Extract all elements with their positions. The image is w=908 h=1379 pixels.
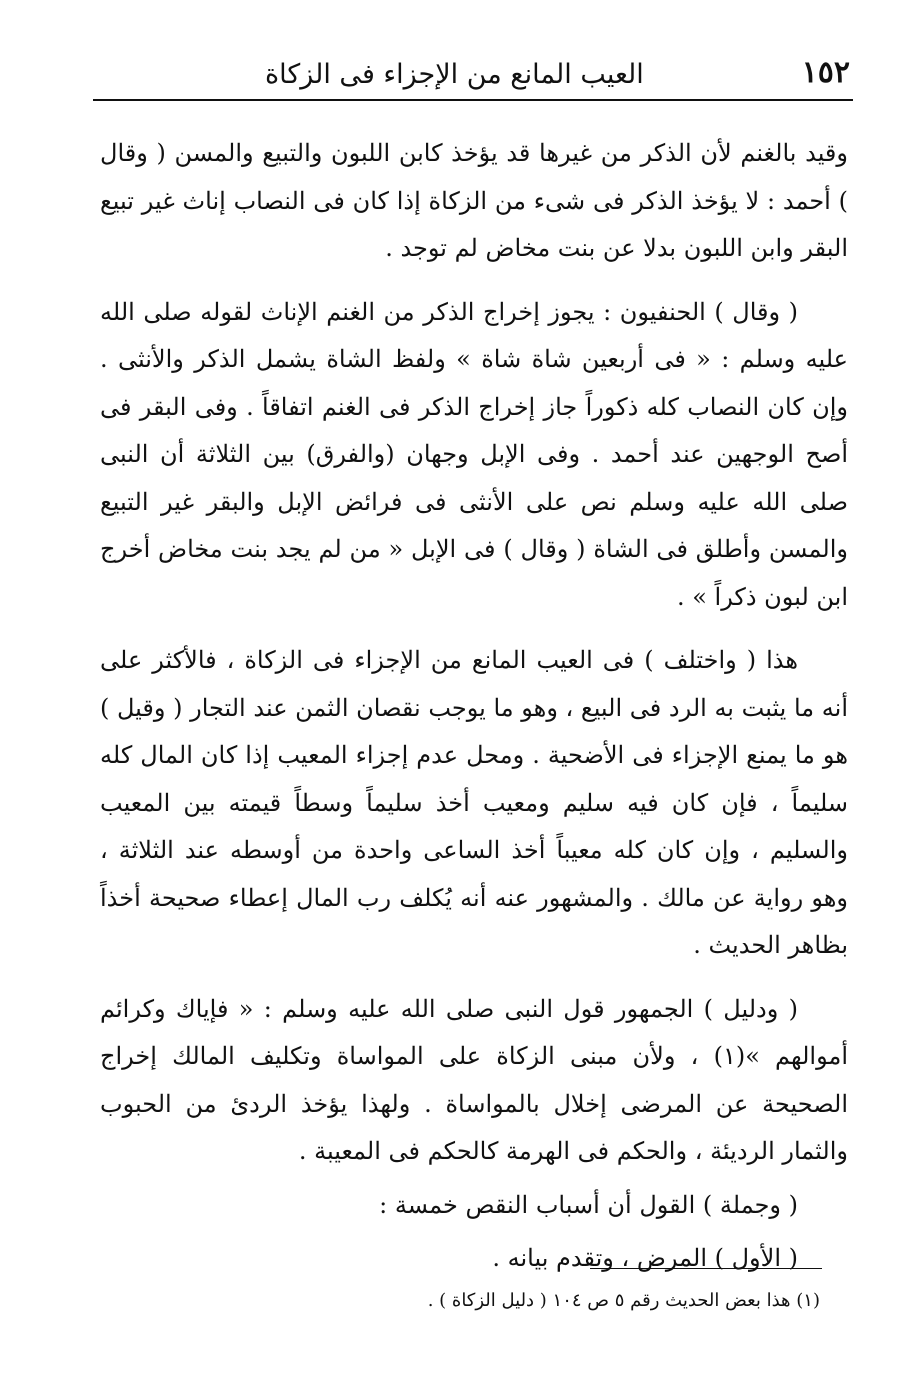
running-title: العيب المانع من الإجزاء فى الزكاة xyxy=(265,59,644,90)
paragraph-4: ( ودليل ) الجمهور قول النبى صلى الله عليه وسلم : « فإياك وكرائم أموالهم »(١) ، ولأن مبنى الزكاة على المواساة وتكليف المالك إخراج الصحيحة عن المرضى إخلال بالمواساة . ولهذا يؤخذ الردئ من الحبوب والثمار الرديئة ، والحكم فى الهرمة كالحكم فى المعيبة . xyxy=(100,994,848,1165)
header-rule xyxy=(93,99,853,101)
footnote-rule xyxy=(590,1268,822,1269)
page-header xyxy=(95,50,850,90)
body-text xyxy=(100,130,848,1289)
paragraph-1: وقيد بالغنم لأن الذكر من غيرها قد يؤخذ كابن اللبون والتبيع والمسن ( وقال ) أحمد : لا يؤخذ الذكر فى شىء من الزكاة إذا كان فى النصاب إناث غير تبيع البقر وابن اللبون بدلا عن بنت مخاض لم توجد . xyxy=(100,139,848,262)
footnote: (١) هذا بعض الحديث رقم ٥ ص ١٠٤ ( دليل الزكاة ) . xyxy=(427,1290,820,1311)
paragraph-5: ( وجملة ) القول أن أسباب النقص خمسة : xyxy=(379,1190,798,1219)
paragraph-2: ( وقال ) الحنفيون : يجوز إخراج الذكر من الغنم الإناث لقوله صلى الله عليه وسلم : « فى أربعين شاة شاة » ولفظ الشاة يشمل الذكر والأنثى . وإن كان النصاب كله ذكوراً جاز إخراج الذكر فى الغنم اتفاقاً . وفى البقر فى أصح الوجهين عند أحمد . وفى الإبل وجهان (والفرق) بين الثلاثة أن النبى صلى الله عليه وسلم نص على الأنثى فى فرائض الإبل والبقر غير التبيع والمسن وأطلق فى الشاة ( وقال ) فى الإبل « من لم يجد بنت مخاض أخرج ابن لبون ذكراً » . xyxy=(100,297,848,611)
page-number: ١٥٢ xyxy=(801,55,850,90)
paragraph-6: ( الأول ) المرض ، وتقدم بيانه . xyxy=(492,1244,798,1272)
paragraph-3: هذا ( واختلف ) فى العيب المانع من الإجزاء فى الزكاة ، فالأكثر على أنه ما يثبت به الرد فى البيع ، وهو ما يوجب نقصان الثمن عند التجار ( وقيل ) هو ما يمنع الإجزاء فى الأضحية . ومحل عدم إجزاء المعيب إذا كان المال كله سليماً ، فإن كان فيه سليم ومعيب أخذ سليماً وسطاً قيمته بين المعيب والسليم ، وإن كان كله معيباً أخذ الساعى واحدة من أوسطه عند الثلاثة ، وهو رواية عن مالك . والمشهور عنه أنه يُكلف رب المال إعطاء صحيحة أخذاً بظاهر الحديث . xyxy=(100,646,848,959)
